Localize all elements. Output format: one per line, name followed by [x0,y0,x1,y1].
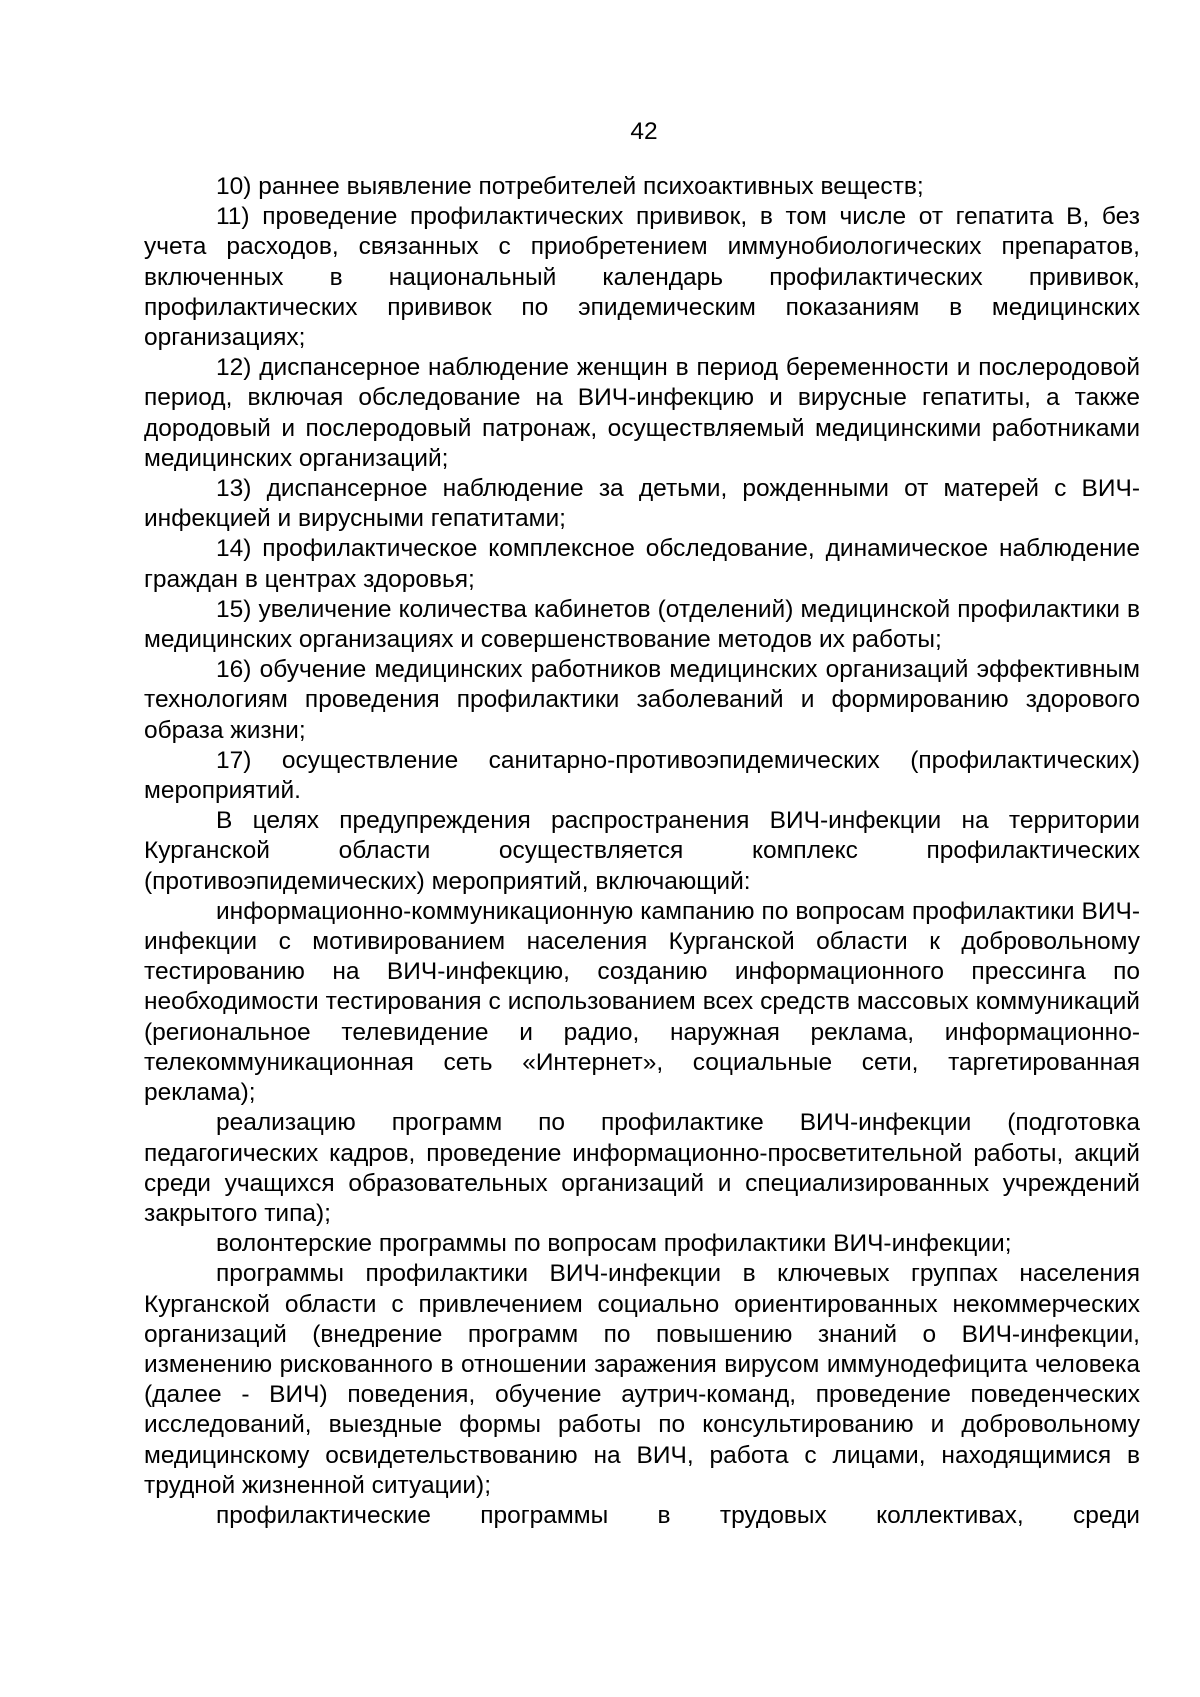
paragraph: 14) профилактическое комплексное обследование, динамическое наблюдение граждан в центрах здоровья; [144,535,1140,593]
paragraph: 13) диспансерное наблюдение за детьми, рожденными от матерей с ВИЧ-инфекцией и вирусными гепатитами; [144,475,1140,533]
paragraph: информационно-коммуникационную кампанию по вопросам профилактики ВИЧ-инфекции с мотивированием населения Курганской области к добровольному тестированию на ВИЧ-инфекцию, созданию информационного прессинга по необходимости тестирования с использованием всех средств массовых коммуникаций (региональное телевидение и радио, наружная реклама, информационно-телекоммуникационная сеть «Интернет», социальные сети, таргетированная реклама); [144,897,1140,1107]
paragraph: 12) диспансерное наблюдение женщин в период беременности и послеродовой период, включая обследование на ВИЧ-инфекцию и вирусные гепатиты, а также дородовый и послеродовый патронаж, осуществляемый медицинскими работниками медицинских организаций; [144,354,1140,472]
paragraph: 16) обучение медицинских работников медицинских организаций эффективным технологиям проведения профилактики заболеваний и формированию здорового образа жизни; [144,656,1140,744]
paragraph: 17) осуществление санитарно-противоэпидемических (профилактических) мероприятий. [144,746,1140,805]
page-number: 42 [630,118,658,145]
paragraph: реализацию программ по профилактике ВИЧ-инфекции (подготовка педагогических кадров, проведение информационно-просветительной работы, акций среди учащихся образовательных организаций и специализированных учреждений закрытого типа); [144,1109,1140,1227]
document-body [144,172,1140,1531]
paragraph: волонтерские программы по вопросам профилактики ВИЧ-инфекции; [216,1230,1012,1258]
paragraph: профилактические программы в трудовых коллективах, среди [216,1501,1140,1529]
paragraph: 15) увеличение количества кабинетов (отделений) медицинской профилактики в медицинских организациях и совершенствование методов их работы; [144,595,1140,654]
paragraph: В целях предупреждения распространения ВИЧ-инфекции на территории Курганской области осуществляется комплекс профилактических (противоэпидемических) мероприятий, включающий: [144,807,1140,895]
paragraph: 10) раннее выявление потребителей психоактивных веществ; [216,173,924,200]
paragraph: 11) проведение профилактических прививок, в том числе от гепатита В, без учета расходов, связанных с приобретением иммунобиологических препаратов, включенных в национальный календарь профилактических прививок, профилактических прививок по эпидемическим показаниям в медицинских организациях; [144,203,1140,352]
paragraph: программы профилактики ВИЧ-инфекции в ключевых группах населения Курганской области с привлечением социально ориентированных некоммерческих организаций (внедрение программ по повышению знаний о ВИЧ-инфекции, изменению рискованного в отношении заражения вирусом иммунодефицита человека (далее - ВИЧ) поведения, обучение аутрич-команд, проведение поведенческих исследований, выездные формы работы по консультированию и добровольному медицинскому освидетельствованию на ВИЧ, работа с лицами, находящимися в трудной жизненной ситуации); [144,1260,1140,1499]
